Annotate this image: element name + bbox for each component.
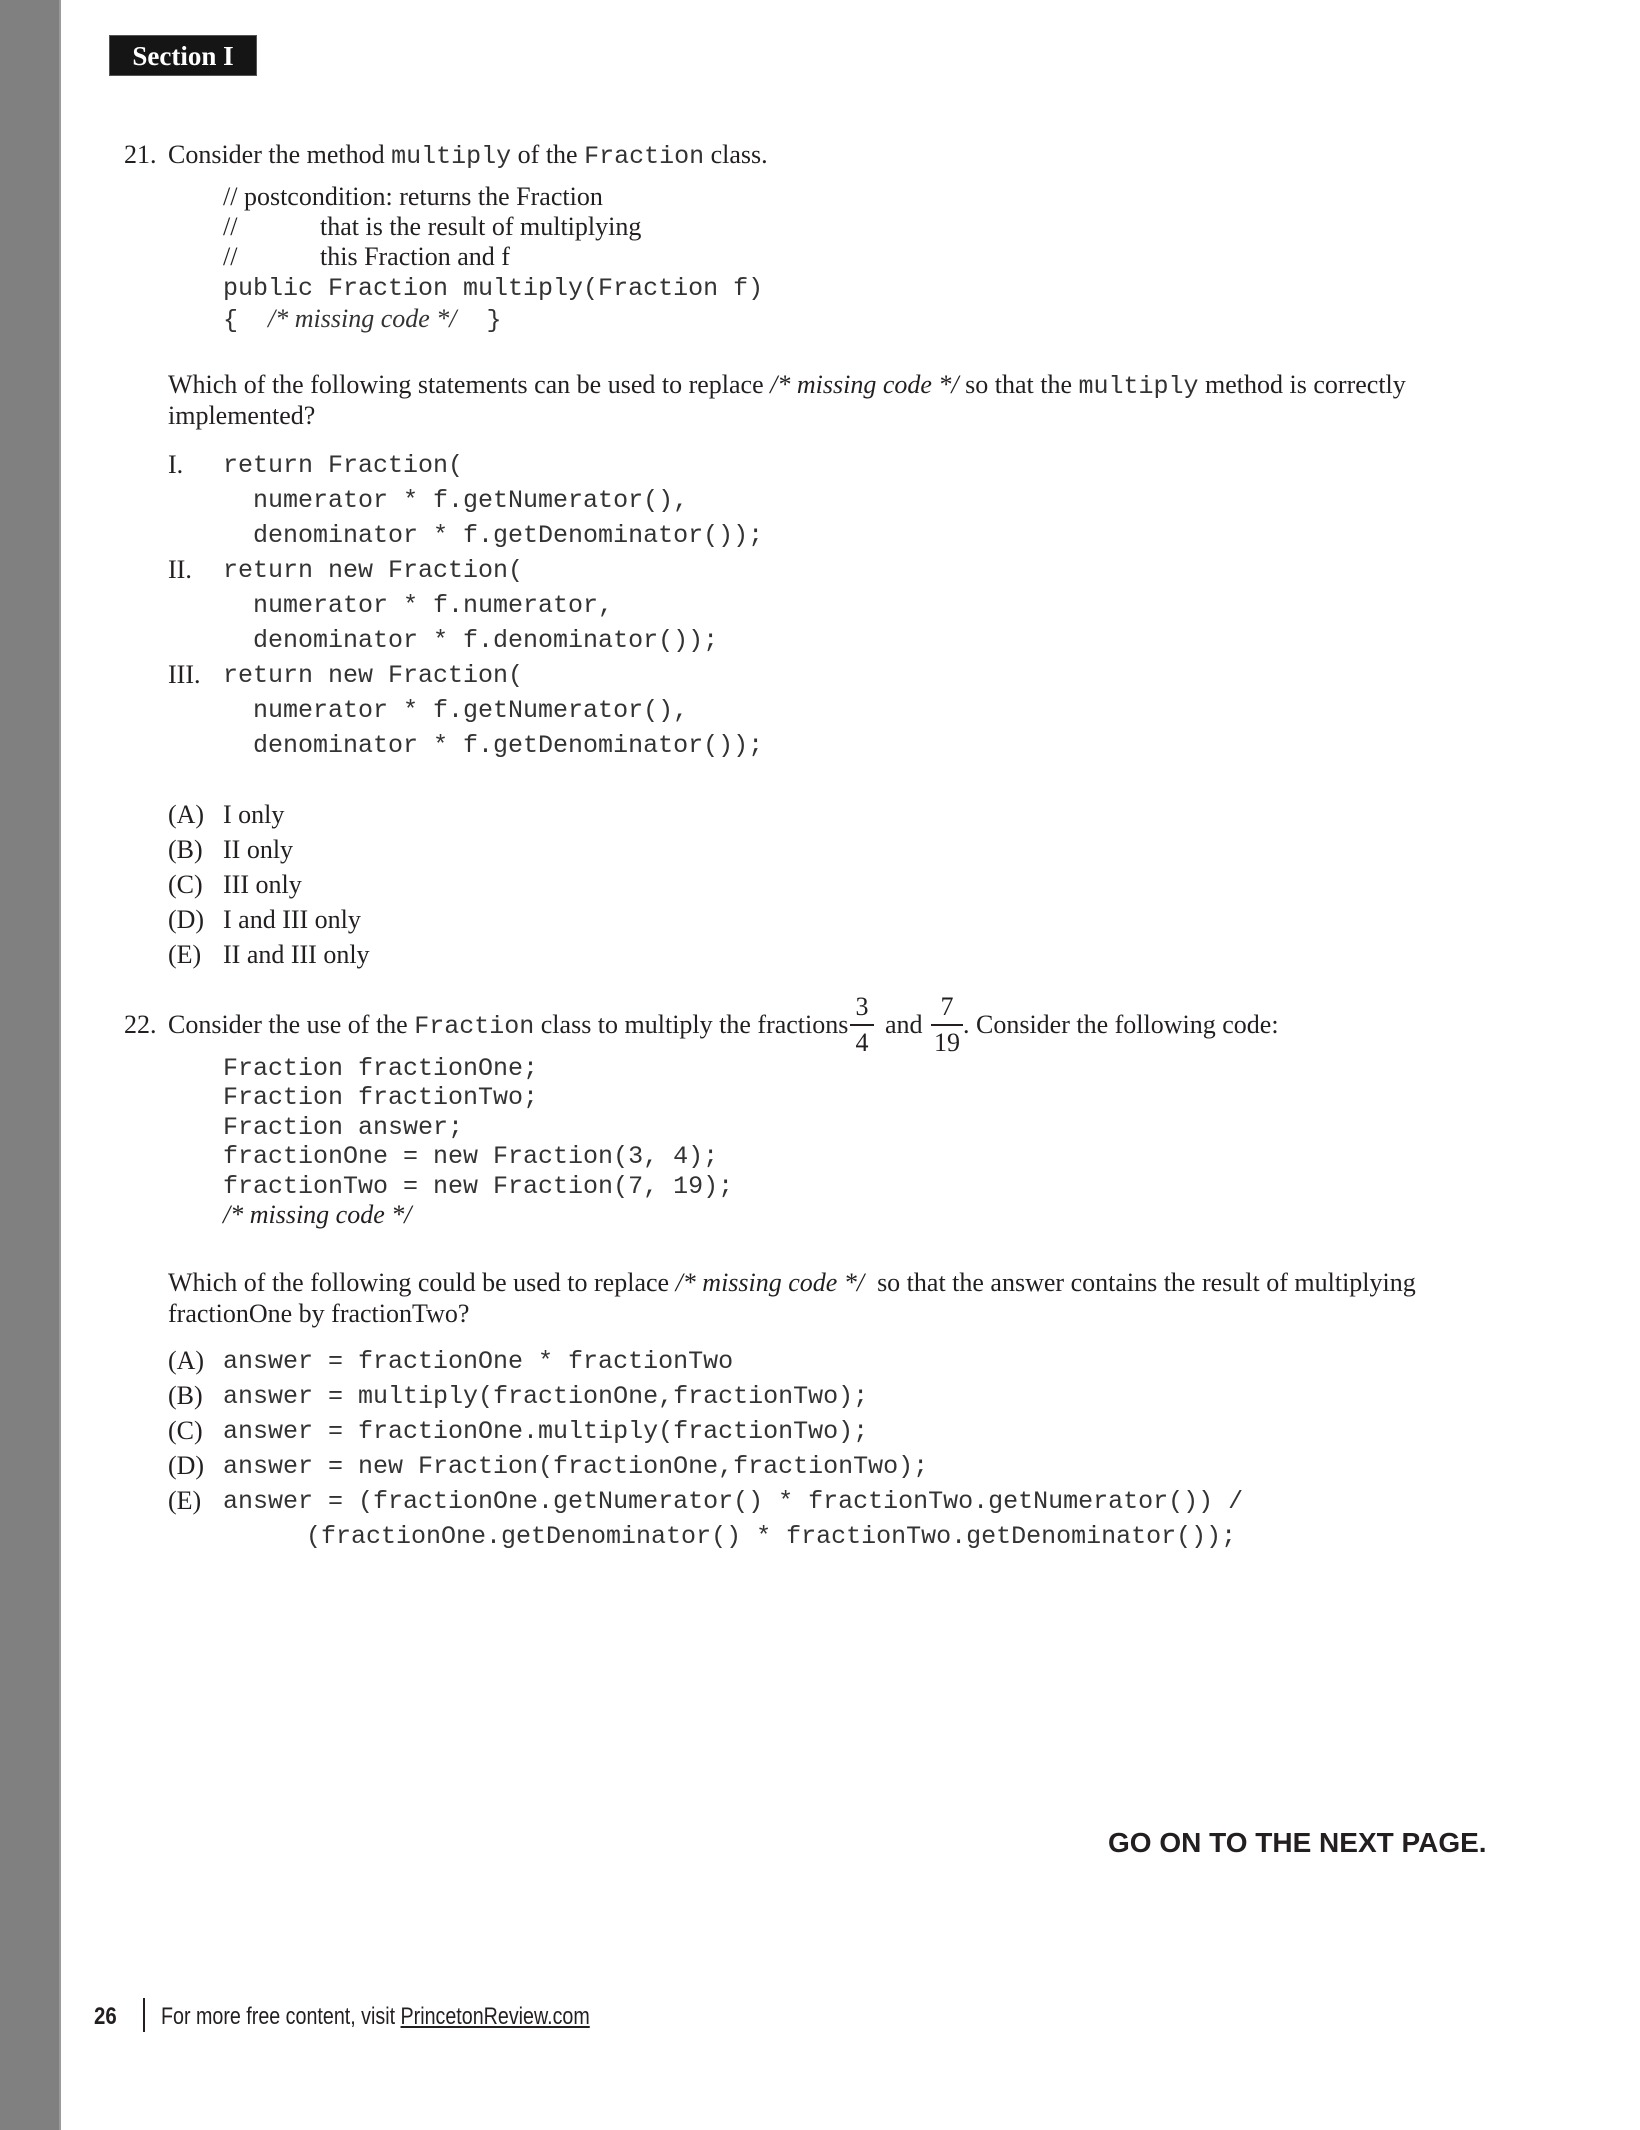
- choice-a[interactable]: [168, 1346, 734, 1376]
- inline-code: Fraction: [584, 142, 705, 171]
- and-text: and: [885, 1010, 923, 1039]
- fraction-seven-nineteenths: [931, 992, 963, 1058]
- choice-label: (D): [168, 1451, 205, 1480]
- prompt-text: Which of the following could be used to replace: [168, 1268, 676, 1297]
- question-number: 21.: [124, 140, 157, 169]
- intro-text: . Consider the following code:: [963, 1010, 1279, 1039]
- question-intro: [168, 1010, 848, 1041]
- choice-code: answer = fractionOne.multiply(fractionTwo);: [223, 1417, 869, 1446]
- question-intro: [168, 140, 768, 171]
- code-comment-line: // this Fraction and f: [223, 242, 510, 271]
- question-number: 22.: [124, 1010, 157, 1039]
- prompt-text: method is correctly: [1198, 370, 1406, 399]
- choice-e-continuation: (fractionOne.getDenominator() * fractionTwo.getDenominator());: [306, 1522, 1237, 1551]
- intro-text: class.: [704, 140, 768, 169]
- choice-d[interactable]: [168, 905, 361, 935]
- code-line: fractionOne = new Fraction(3, 4);: [223, 1142, 719, 1171]
- choice-label: (B): [168, 835, 203, 864]
- code-line: fractionTwo = new Fraction(7, 19);: [223, 1172, 734, 1201]
- inline-code: multiply: [391, 142, 512, 171]
- section-tab: Section I: [109, 35, 257, 76]
- statement-label: II.: [168, 555, 192, 584]
- choice-label: (A): [168, 1346, 205, 1375]
- choice-e[interactable]: [168, 940, 370, 970]
- choice-label: (C): [168, 870, 203, 899]
- choice-e[interactable]: [168, 1486, 1244, 1516]
- choice-text: II only: [223, 835, 294, 864]
- code-line: denominator * f.getDenominator());: [223, 521, 764, 550]
- choice-code: answer = multiply(fractionOne,fractionTwo);: [223, 1382, 869, 1411]
- intro-text: Consider the method: [168, 140, 392, 169]
- question-prompt-line2: fractionOne by fractionTwo?: [168, 1299, 470, 1328]
- code-line: Fraction fractionTwo;: [223, 1083, 539, 1112]
- prompt-text: Which of the following statements can be used to replace: [168, 370, 771, 399]
- denominator: 4: [855, 1027, 869, 1057]
- inline-code: multiply: [1078, 372, 1199, 401]
- choice-a[interactable]: [168, 800, 285, 830]
- footer-promo: [161, 2003, 590, 2031]
- fraction-bar: [850, 1024, 874, 1026]
- choice-code: answer = new Fraction(fractionOne,fractionTwo);: [223, 1452, 929, 1481]
- missing-code-placeholder: /* missing code */: [268, 304, 457, 333]
- code-signature: public Fraction multiply(Fraction f): [223, 274, 764, 303]
- prompt-text: so that the answer contains the result of multiplying: [864, 1268, 1416, 1297]
- statement-label: III.: [168, 660, 201, 689]
- choice-code: answer = fractionOne * fractionTwo: [223, 1347, 734, 1376]
- code-line: return Fraction(: [223, 451, 464, 480]
- code-comment-line: // that is the result of multiplying: [223, 212, 642, 241]
- statement-label: I.: [168, 450, 184, 479]
- denominator: 19: [934, 1027, 960, 1057]
- page-number: 26: [94, 2003, 117, 2030]
- choice-d[interactable]: [168, 1451, 929, 1481]
- choice-c[interactable]: [168, 870, 302, 900]
- choice-text: I and III only: [223, 905, 361, 934]
- code-line: denominator * f.getDenominator());: [223, 731, 764, 760]
- intro-text: Consider the use of the: [168, 1010, 415, 1039]
- fraction-three-fourths: [850, 992, 874, 1058]
- promo-text: For more free content, visit: [161, 2003, 401, 2030]
- numerator: 3: [855, 992, 869, 1021]
- missing-code-placeholder: /* missing code */: [223, 1200, 412, 1229]
- question-prompt-line2: implemented?: [168, 401, 316, 430]
- intro-text: of the: [511, 140, 585, 169]
- choice-text: II and III only: [223, 940, 370, 969]
- code-comment-line: // postcondition: returns the Fraction: [223, 182, 603, 211]
- prompt-text: so that the: [958, 370, 1079, 399]
- choice-c[interactable]: [168, 1416, 869, 1446]
- choice-label: (C): [168, 1416, 203, 1445]
- choice-label: (B): [168, 1381, 203, 1410]
- brace: }: [456, 306, 502, 335]
- page-margin-bar: [0, 0, 61, 2130]
- code-line: Fraction answer;: [223, 1113, 464, 1142]
- footer-divider: [143, 1998, 145, 2032]
- fraction-bar: [931, 1024, 963, 1026]
- choice-text: I only: [223, 800, 285, 829]
- question-prompt: [168, 1268, 1416, 1298]
- code-line: numerator * f.getNumerator(),: [223, 486, 689, 515]
- choice-b[interactable]: [168, 1381, 869, 1411]
- numerator: 7: [940, 992, 954, 1021]
- inline-code: Fraction: [414, 1012, 535, 1041]
- intro-text: class to multiply the fractions: [534, 1010, 849, 1039]
- brace: {: [223, 306, 269, 335]
- missing-code-placeholder: /* missing code */: [770, 370, 959, 399]
- code-line: denominator * f.denominator());: [223, 626, 719, 655]
- choice-label: (A): [168, 800, 205, 829]
- code-line: return new Fraction(: [223, 661, 524, 690]
- code-line: return new Fraction(: [223, 556, 524, 585]
- code-line: Fraction fractionOne;: [223, 1054, 539, 1083]
- question-prompt: [168, 370, 1406, 401]
- missing-code-placeholder: /* missing code */: [675, 1268, 865, 1297]
- code-body: [223, 304, 502, 335]
- code-line: numerator * f.numerator,: [223, 591, 614, 620]
- choice-text: III only: [223, 870, 302, 899]
- choice-code: answer = (fractionOne.getNumerator() * fractionTwo.getNumerator()) /: [223, 1487, 1244, 1516]
- go-on-notice: GO ON TO THE NEXT PAGE.: [1108, 1827, 1487, 1858]
- princeton-review-link[interactable]: PrincetonReview.com: [400, 2003, 590, 2030]
- choice-label: (D): [168, 905, 205, 934]
- choice-b[interactable]: [168, 835, 294, 865]
- choice-label: (E): [168, 940, 202, 969]
- code-line: numerator * f.getNumerator(),: [223, 696, 689, 725]
- choice-label: (E): [168, 1486, 202, 1515]
